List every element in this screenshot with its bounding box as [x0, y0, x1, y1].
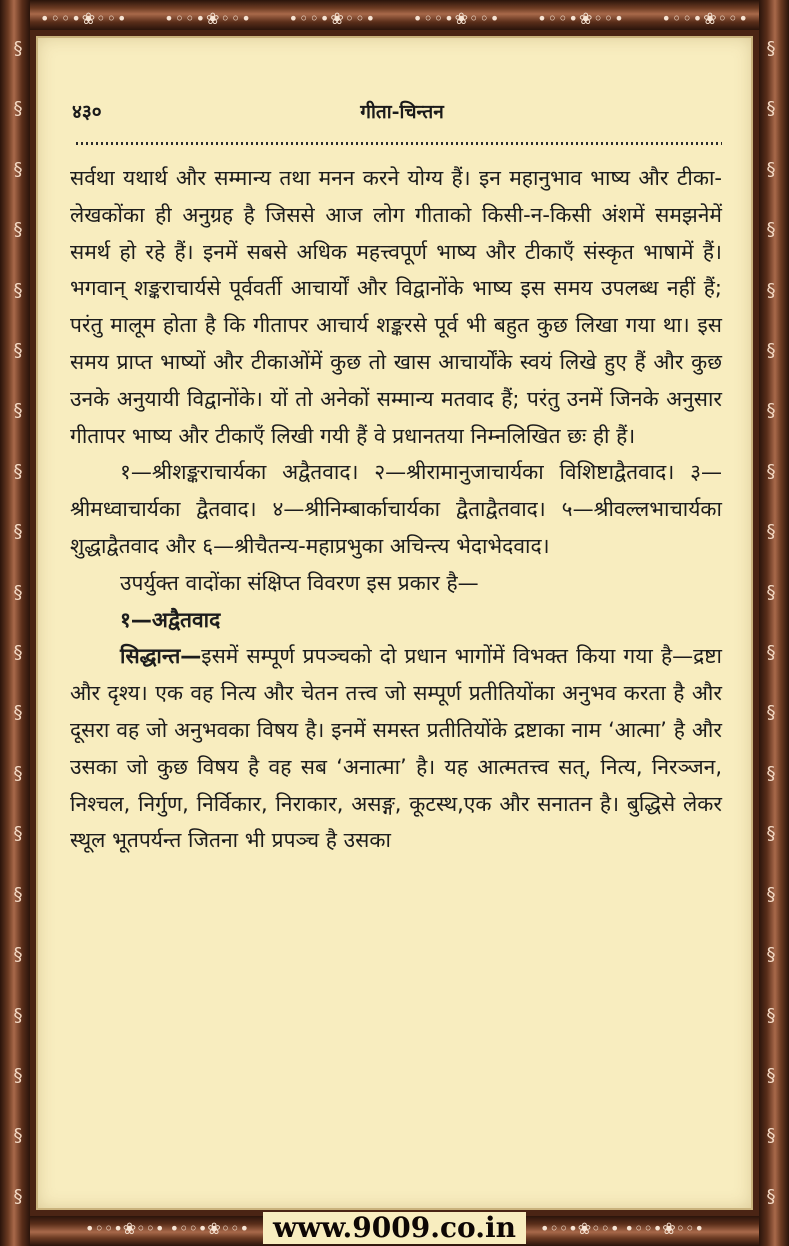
running-title: गीता-चिन्तन: [360, 101, 444, 123]
top-ornament: •◦◦•❀◦◦• •◦◦•❀◦◦• •◦◦•❀◦◦• •◦◦•❀◦◦• •◦◦•❀◦◦• •◦◦•❀◦◦•: [40, 8, 749, 28]
footer: [0, 1212, 789, 1244]
paragraph-1: सर्वथा यथार्थ और सम्मान्य तथा मनन करने योग्य हैं। इन महानुभाव भाष्य और टीका-लेखकोंका ही अनुग्रह है जिससे आज लोग गीताको किसी-न-किसी अंशमें समझनेमें समर्थ हो रहे हैं। इनमें सबसे अधिक महत्त्वपूर्ण भाष्य और टीकाएँ संस्कृत भाषामें हैं। भगवान् शङ्कराचार्यसे पूर्ववर्ती आचार्यों और विद्वानोंके भाष्य इस समय उपलब्ध नहीं हैं; परंतु मालूम होता है कि गीतापर आचार्य शङ्करसे पूर्व भी बहुत कुछ लिखा गया था। इस समय प्राप्त भाष्यों और टीकाओंमें कुछ तो खास आचार्योंके स्वयं लिखे हुए हैं और कुछ उनके अनुयायी विद्वानोंके। यों तो अनेकों सम्मान्य मतवाद हैं; परंतु उनमें जिनके अनुसार गीतापर भाष्य और टीकाएँ लिखी गयी हैं वे प्रधानतया निम्नलिखित छः ही हैं।: [70, 166, 722, 448]
footer-ornament-left: •◦◦•❀◦◦• •◦◦•❀◦◦•: [85, 1218, 250, 1238]
paragraph-4-lead: सिद्धान्त—: [120, 644, 202, 669]
website-url[interactable]: www.9009.co.in: [263, 1212, 526, 1244]
book-page: [36, 36, 753, 1210]
header-rule: [76, 142, 722, 145]
paragraph-2: १—श्रीशङ्कराचार्यका अद्वैतवाद। २—श्रीरामानुजाचार्यका विशिष्टाद्वैतवाद। ३—श्रीमध्वाचार्यका द्वैतवाद। ४—श्रीनिम्बार्काचार्यका द्वैताद्वैतवाद। ५—श्रीवल्लभाचार्यका शुद्धाद्वैतवाद और ६—श्रीचैतन्य-महाप्रभुका अचिन्त्य भेदाभेदवाद।: [70, 460, 722, 558]
right-ornament: § § § § § § § § § § § § § § § § § § § §: [766, 38, 776, 1207]
paragraph-4: [70, 638, 722, 859]
page-number: ४३०: [72, 101, 102, 123]
paragraph-3: उपर्युक्त वादोंका संक्षिप्त विवरण इस प्रकार है—: [120, 570, 479, 595]
footer-ornament-right: •◦◦•❀◦◦• •◦◦•❀◦◦•: [539, 1218, 704, 1238]
left-ornament: § § § § § § § § § § § § § § § § § § § §: [13, 38, 23, 1207]
body-text: [70, 160, 722, 859]
page-header: [72, 98, 732, 124]
section-heading: १—अद्वैतवाद: [120, 607, 221, 632]
paragraph-4-text: इसमें सम्पूर्ण प्रपञ्चको दो प्रधान भागोंमें विभक्त किया गया है—द्रष्टा और दृश्य। एक वह नित्य और चेतन तत्त्व जो सम्पूर्ण प्रतीतियोंका अनुभव करता है और दूसरा वह जो अनुभवका विषय है। इनमें समस्त प्रतीतियोंके द्रष्टाका नाम ‘आत्मा’ है और उसका जो कुछ विषय है वह सब ‘अनात्मा’ है। यह आत्मतत्त्व सत्, नित्य, निरञ्जन, निश्चल, निर्गुण, निर्विकार, निराकार, असङ्ग, कूटस्थ,एक और सनातन है। बुद्धिसे लेकर स्थूल भूतपर्यन्त जितना भी प्रपञ्च है उसका: [70, 644, 722, 853]
